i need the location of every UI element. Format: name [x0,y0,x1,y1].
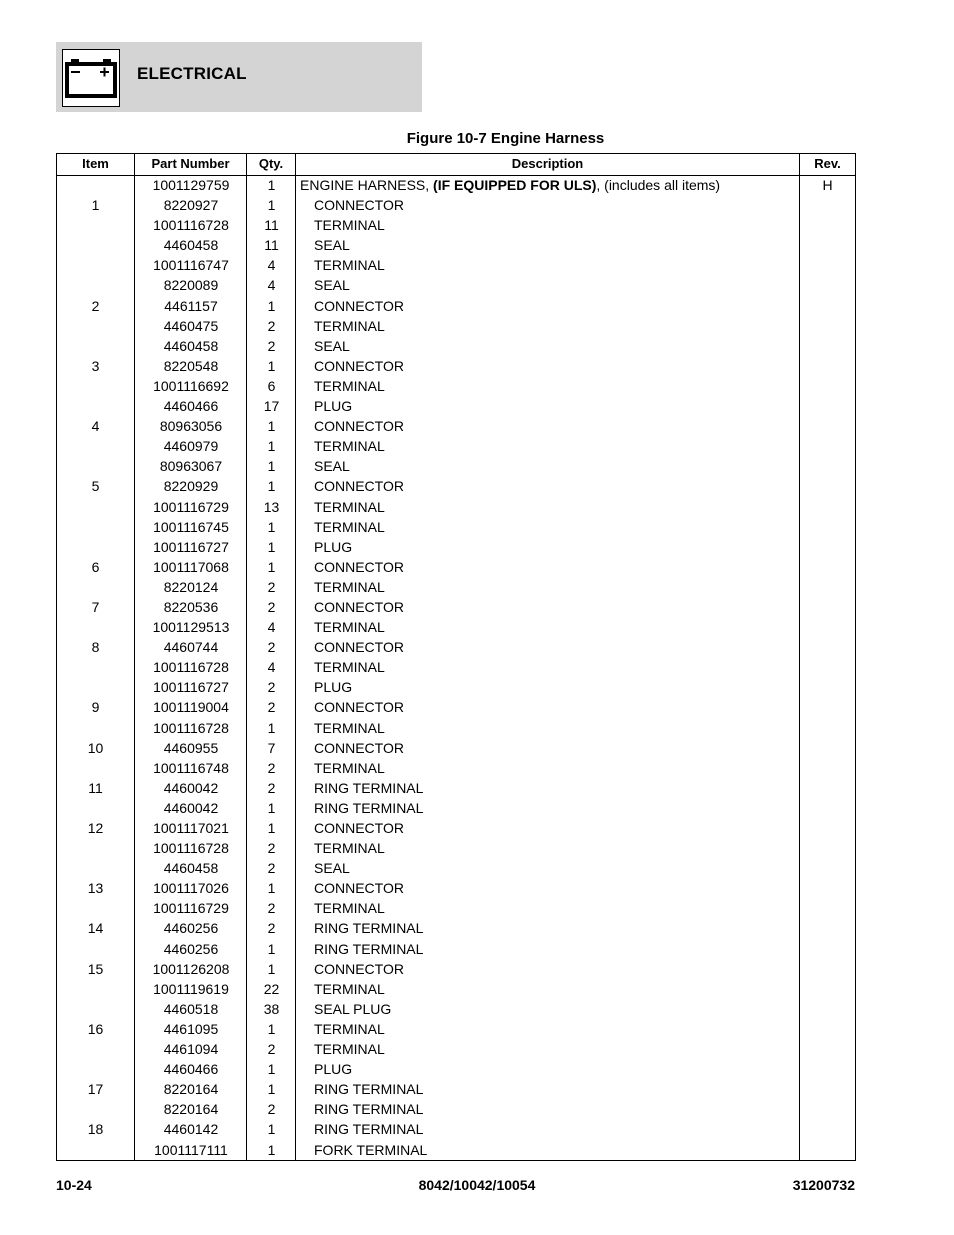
description-cell: TERMINAL [314,840,385,857]
table-row [57,1099,855,1119]
description-cell: TERMINAL [314,438,385,455]
table-row [57,376,855,396]
qty-cell: 1 [267,960,276,977]
table-row [57,195,855,215]
item-cell [57,255,134,275]
description-cell: TERMINAL [314,377,385,394]
qty-cell: 2 [267,578,276,595]
table-row [57,1119,855,1139]
table-row [57,517,855,537]
description-cell: PLUG [314,1061,353,1078]
item-cell [57,838,134,858]
table-row [57,255,855,275]
table-row [57,1059,855,1079]
description-cell: RING TERMINAL [314,1081,424,1098]
part-number-cell: 1001117026 [153,880,229,897]
rev-cell: H [822,177,833,193]
item-cell [57,677,134,697]
item-cell: 8 [91,639,100,656]
parts-table [56,153,856,1161]
table-row [57,617,855,637]
description-cell: RING TERMINAL [314,940,424,957]
item-cell [57,798,134,818]
qty-cell: 1 [267,297,276,314]
column-header-item: Item [82,156,109,171]
qty-cell: 4 [267,257,276,274]
part-number-cell: 4460458 [163,337,219,354]
column-header-qty: Qty. [258,156,284,171]
description-cell: PLUG [314,538,353,555]
table-row [57,738,855,758]
part-number-cell: 1001116728 [153,719,229,736]
description-cell: RING TERMINAL [314,920,424,937]
part-number-cell: 4460744 [163,639,219,656]
model-numbers: 8042/10042/10054 [418,1177,536,1193]
description-qualifier: (IF EQUIPPED FOR ULS) [433,177,597,193]
description-cell: TERMINAL [314,217,385,234]
qty-cell: 2 [267,920,276,937]
table-row [57,657,855,677]
item-cell [57,898,134,918]
qty-cell: 1 [267,1121,276,1138]
qty-cell: 1 [267,1081,276,1098]
battery-icon [62,49,120,107]
description-cell: TERMINAL [314,980,385,997]
item-cell [57,235,134,255]
item-cell: 14 [87,920,104,937]
qty-cell: 2 [267,840,276,857]
item-cell: 3 [91,357,100,374]
part-number-cell: 4460466 [163,398,219,415]
description-cell: CONNECTOR [314,820,404,836]
item-cell [57,376,134,396]
qty-cell: 22 [263,980,280,997]
description-cell: TERMINAL [314,257,385,274]
description-cell: CONNECTOR [314,960,404,977]
part-number-cell: 4460458 [163,860,219,877]
part-number-cell: 1001117021 [153,820,229,836]
qty-cell: 1 [267,177,276,193]
qty-cell: 2 [267,317,276,334]
qty-cell: 2 [267,860,276,877]
document-number: 31200732 [792,1177,855,1193]
description-cell: CONNECTOR [314,880,404,897]
item-cell [57,939,134,959]
table-row [57,1039,855,1059]
description-cell: RING TERMINAL [314,1101,424,1118]
item-cell [57,316,134,336]
table-row [57,356,855,376]
part-number-cell: 1001116747 [153,257,229,274]
part-number-cell: 1001117068 [153,558,229,575]
qty-cell: 1 [267,558,276,575]
table-row [57,497,855,517]
part-number-cell: 8220164 [163,1081,219,1098]
item-cell [57,1059,134,1079]
item-cell [57,617,134,637]
part-number-cell: 1001116748 [153,759,229,776]
qty-cell: 1 [267,458,276,475]
page-number: 10-24 [56,1177,92,1193]
qty-cell: 17 [263,398,280,415]
qty-cell: 1 [267,880,276,897]
table-row [57,999,855,1019]
qty-cell: 1 [267,438,276,455]
item-cell: 9 [91,699,100,716]
description-cell: TERMINAL [314,1020,385,1037]
item-cell: 2 [91,297,100,314]
description-cell: RING TERMINAL [314,1121,424,1138]
table-row [57,637,855,657]
qty-cell: 2 [267,679,276,696]
item-cell: 1 [91,197,100,214]
qty-cell: 11 [264,237,279,254]
column-header-part-number: Part Number [151,156,230,171]
qty-cell: 2 [267,779,276,796]
part-number-cell: 4461094 [163,1041,219,1058]
part-number-cell: 4461157 [164,297,218,314]
item-cell [57,858,134,878]
part-number-cell: 1001116729 [153,900,229,917]
table-row [57,456,855,476]
table-row [57,918,855,938]
description-cell: SEAL PLUG [314,1000,392,1017]
description-cell: TERMINAL [314,719,385,736]
description-cell: RING TERMINAL [314,779,424,796]
table-row [57,597,855,617]
table-row [57,316,855,336]
qty-cell: 1 [267,1141,276,1158]
item-cell [57,275,134,295]
qty-cell: 4 [267,619,276,636]
description-cell: CONNECTOR [314,478,404,495]
description-cell: CONNECTOR [314,699,404,716]
table-row [57,215,855,235]
part-number-cell: 4460042 [163,779,219,796]
qty-cell: 1 [267,357,276,374]
item-cell: 10 [87,739,104,756]
qty-cell: 1 [267,719,276,736]
table-row [57,697,855,717]
part-number-cell: 4460142 [163,1121,219,1138]
item-cell [57,577,134,597]
part-number-cell: 4460256 [163,940,219,957]
qty-cell: 6 [267,377,276,394]
table-row [57,577,855,597]
qty-cell: 2 [267,759,276,776]
item-cell: 6 [91,558,100,575]
qty-cell: 2 [267,1101,276,1118]
item-cell: 4 [91,418,100,435]
description-cell: PLUG [314,679,353,696]
part-number-cell: 4460979 [163,438,219,455]
item-cell: 18 [87,1121,104,1138]
qty-cell: 38 [263,1000,280,1017]
part-number-cell: 4460475 [163,317,219,334]
table-row [57,979,855,999]
description-cell: CONNECTOR [314,639,404,656]
qty-cell: 1 [267,478,276,495]
table-row [57,1019,855,1039]
item-cell [57,336,134,356]
description-cell: PLUG [314,398,353,415]
table-row [57,537,855,557]
item-cell [57,1140,134,1160]
item-cell: 15 [87,960,104,977]
description-prefix: ENGINE HARNESS, [300,177,434,193]
qty-cell: 1 [267,197,276,214]
item-cell: 7 [91,598,100,615]
table-row [57,436,855,456]
item-cell: 5 [91,478,100,495]
part-number-cell: 1001129513 [152,619,230,636]
part-number-cell: 4461095 [163,1020,219,1037]
part-number-cell: 80963067 [159,458,223,475]
description-cell: CONNECTOR [314,739,404,756]
item-cell: 13 [87,880,104,897]
item-cell [57,1039,134,1059]
part-number-cell: 4460256 [163,920,219,937]
figure-title: Figure 10-7 Engine Harness [406,130,605,147]
part-number-cell: 8220089 [163,277,219,294]
qty-cell: 4 [267,659,276,676]
table-row [57,758,855,778]
table-row [57,275,855,295]
table-row [57,677,855,697]
table-row [57,1140,855,1160]
table-body [57,175,855,1160]
part-number-cell: 1001116728 [153,217,229,234]
table-row [57,396,855,416]
description-cell: CONNECTOR [314,558,404,575]
item-cell [57,657,134,677]
qty-cell: 1 [267,1020,276,1037]
description-cell: SEAL [314,458,350,475]
part-number-cell: 8220927 [163,197,219,214]
description-cell: CONNECTOR [314,418,404,435]
section-title: ELECTRICAL [137,64,247,83]
qty-cell: 2 [267,639,276,656]
table-row [57,1079,855,1099]
description-cell: CONNECTOR [314,357,404,374]
table-row [57,476,855,496]
table-row [57,878,855,898]
qty-cell: 2 [267,1041,276,1058]
description-cell: TERMINAL [314,900,385,917]
table-row [57,175,855,195]
part-number-cell: 8220929 [163,478,219,495]
description-cell: CONNECTOR [314,197,404,214]
part-number-cell: 1001116745 [153,518,229,535]
table-row [57,898,855,918]
description-cell: TERMINAL [314,578,385,595]
qty-cell: 1 [267,518,276,535]
part-number-cell: 8220164 [163,1101,219,1118]
part-number-cell: 1001116728 [153,840,229,857]
item-cell [57,517,134,537]
description-cell: TERMINAL [314,619,385,636]
description-cell: SEAL [314,277,350,294]
qty-cell: 1 [267,538,276,555]
description-cell: TERMINAL [314,317,385,334]
part-number-cell: 8220548 [163,357,219,374]
item-cell [57,758,134,778]
part-number-cell: 1001129759 [152,177,230,193]
qty-cell: 2 [267,699,276,716]
part-number-cell: 1001126208 [152,960,230,977]
description-cell: TERMINAL [314,1041,385,1058]
qty-cell: 1 [267,418,276,435]
part-number-cell: 1001116727 [153,538,229,555]
part-number-cell: 4460518 [163,1000,219,1017]
table-row [57,939,855,959]
qty-cell: 11 [264,217,279,234]
qty-cell: 2 [267,900,276,917]
description-cell: TERMINAL [314,498,385,515]
table-row [57,296,855,316]
qty-cell: 2 [267,598,276,615]
table-row [57,858,855,878]
table-row [57,416,855,436]
item-cell [57,999,134,1019]
part-number-cell: 4460466 [163,1061,219,1078]
item-cell: 17 [87,1081,104,1098]
qty-cell: 2 [267,337,276,354]
part-number-cell: 1001117111 [154,1141,228,1158]
description-cell: SEAL [314,337,350,354]
part-number-cell: 4460955 [163,739,219,756]
item-cell [57,979,134,999]
description-cell: CONNECTOR [314,598,404,615]
description-cell: TERMINAL [314,659,385,676]
part-number-cell: 1001116727 [153,679,229,696]
qty-cell: 1 [267,820,276,836]
part-number-cell: 1001119619 [153,980,229,997]
table-row [57,718,855,738]
table-row [57,959,855,979]
item-cell: 12 [87,820,104,836]
table-row [57,336,855,356]
table-row [57,838,855,858]
column-header-description: Description [511,156,584,171]
description-cell: RING TERMINAL [314,799,424,816]
part-number-cell: 80963056 [159,418,223,435]
part-number-cell: 1001119004 [153,699,229,716]
item-cell: 11 [88,779,103,796]
item-cell: 16 [87,1020,104,1037]
description-cell: TERMINAL [314,759,385,776]
description-cell: FORK TERMINAL [314,1141,428,1158]
qty-cell: 4 [267,277,276,294]
part-number-cell: 8220124 [163,578,219,595]
description-suffix: , (includes all items) [596,177,721,193]
table-row [57,778,855,798]
qty-cell: 13 [263,498,280,515]
item-cell [57,215,134,235]
qty-cell: 1 [267,940,276,957]
item-cell [57,436,134,456]
part-number-cell: 1001116729 [153,498,229,515]
qty-cell: 1 [267,799,276,816]
description-cell: SEAL [314,237,350,254]
part-number-cell: 1001116728 [153,659,229,676]
table-row [57,235,855,255]
table-row [57,818,855,838]
part-number-cell: 4460042 [163,799,219,816]
table-row [57,798,855,818]
part-number-cell: 8220536 [163,598,219,615]
part-number-cell: 1001116692 [153,377,229,394]
description-cell: SEAL [314,860,350,877]
item-cell [57,537,134,557]
item-cell [57,175,134,195]
description-cell [300,175,800,195]
qty-cell: 1 [267,1061,276,1078]
item-cell [57,396,134,416]
item-cell [57,497,134,517]
qty-cell: 7 [267,739,276,756]
item-cell [57,456,134,476]
item-cell [57,718,134,738]
description-cell: TERMINAL [314,518,385,535]
item-cell [57,1099,134,1119]
column-header-rev: Rev. [814,156,841,171]
description-cell: CONNECTOR [314,297,404,314]
part-number-cell: 4460458 [163,237,219,254]
table-row [57,557,855,577]
